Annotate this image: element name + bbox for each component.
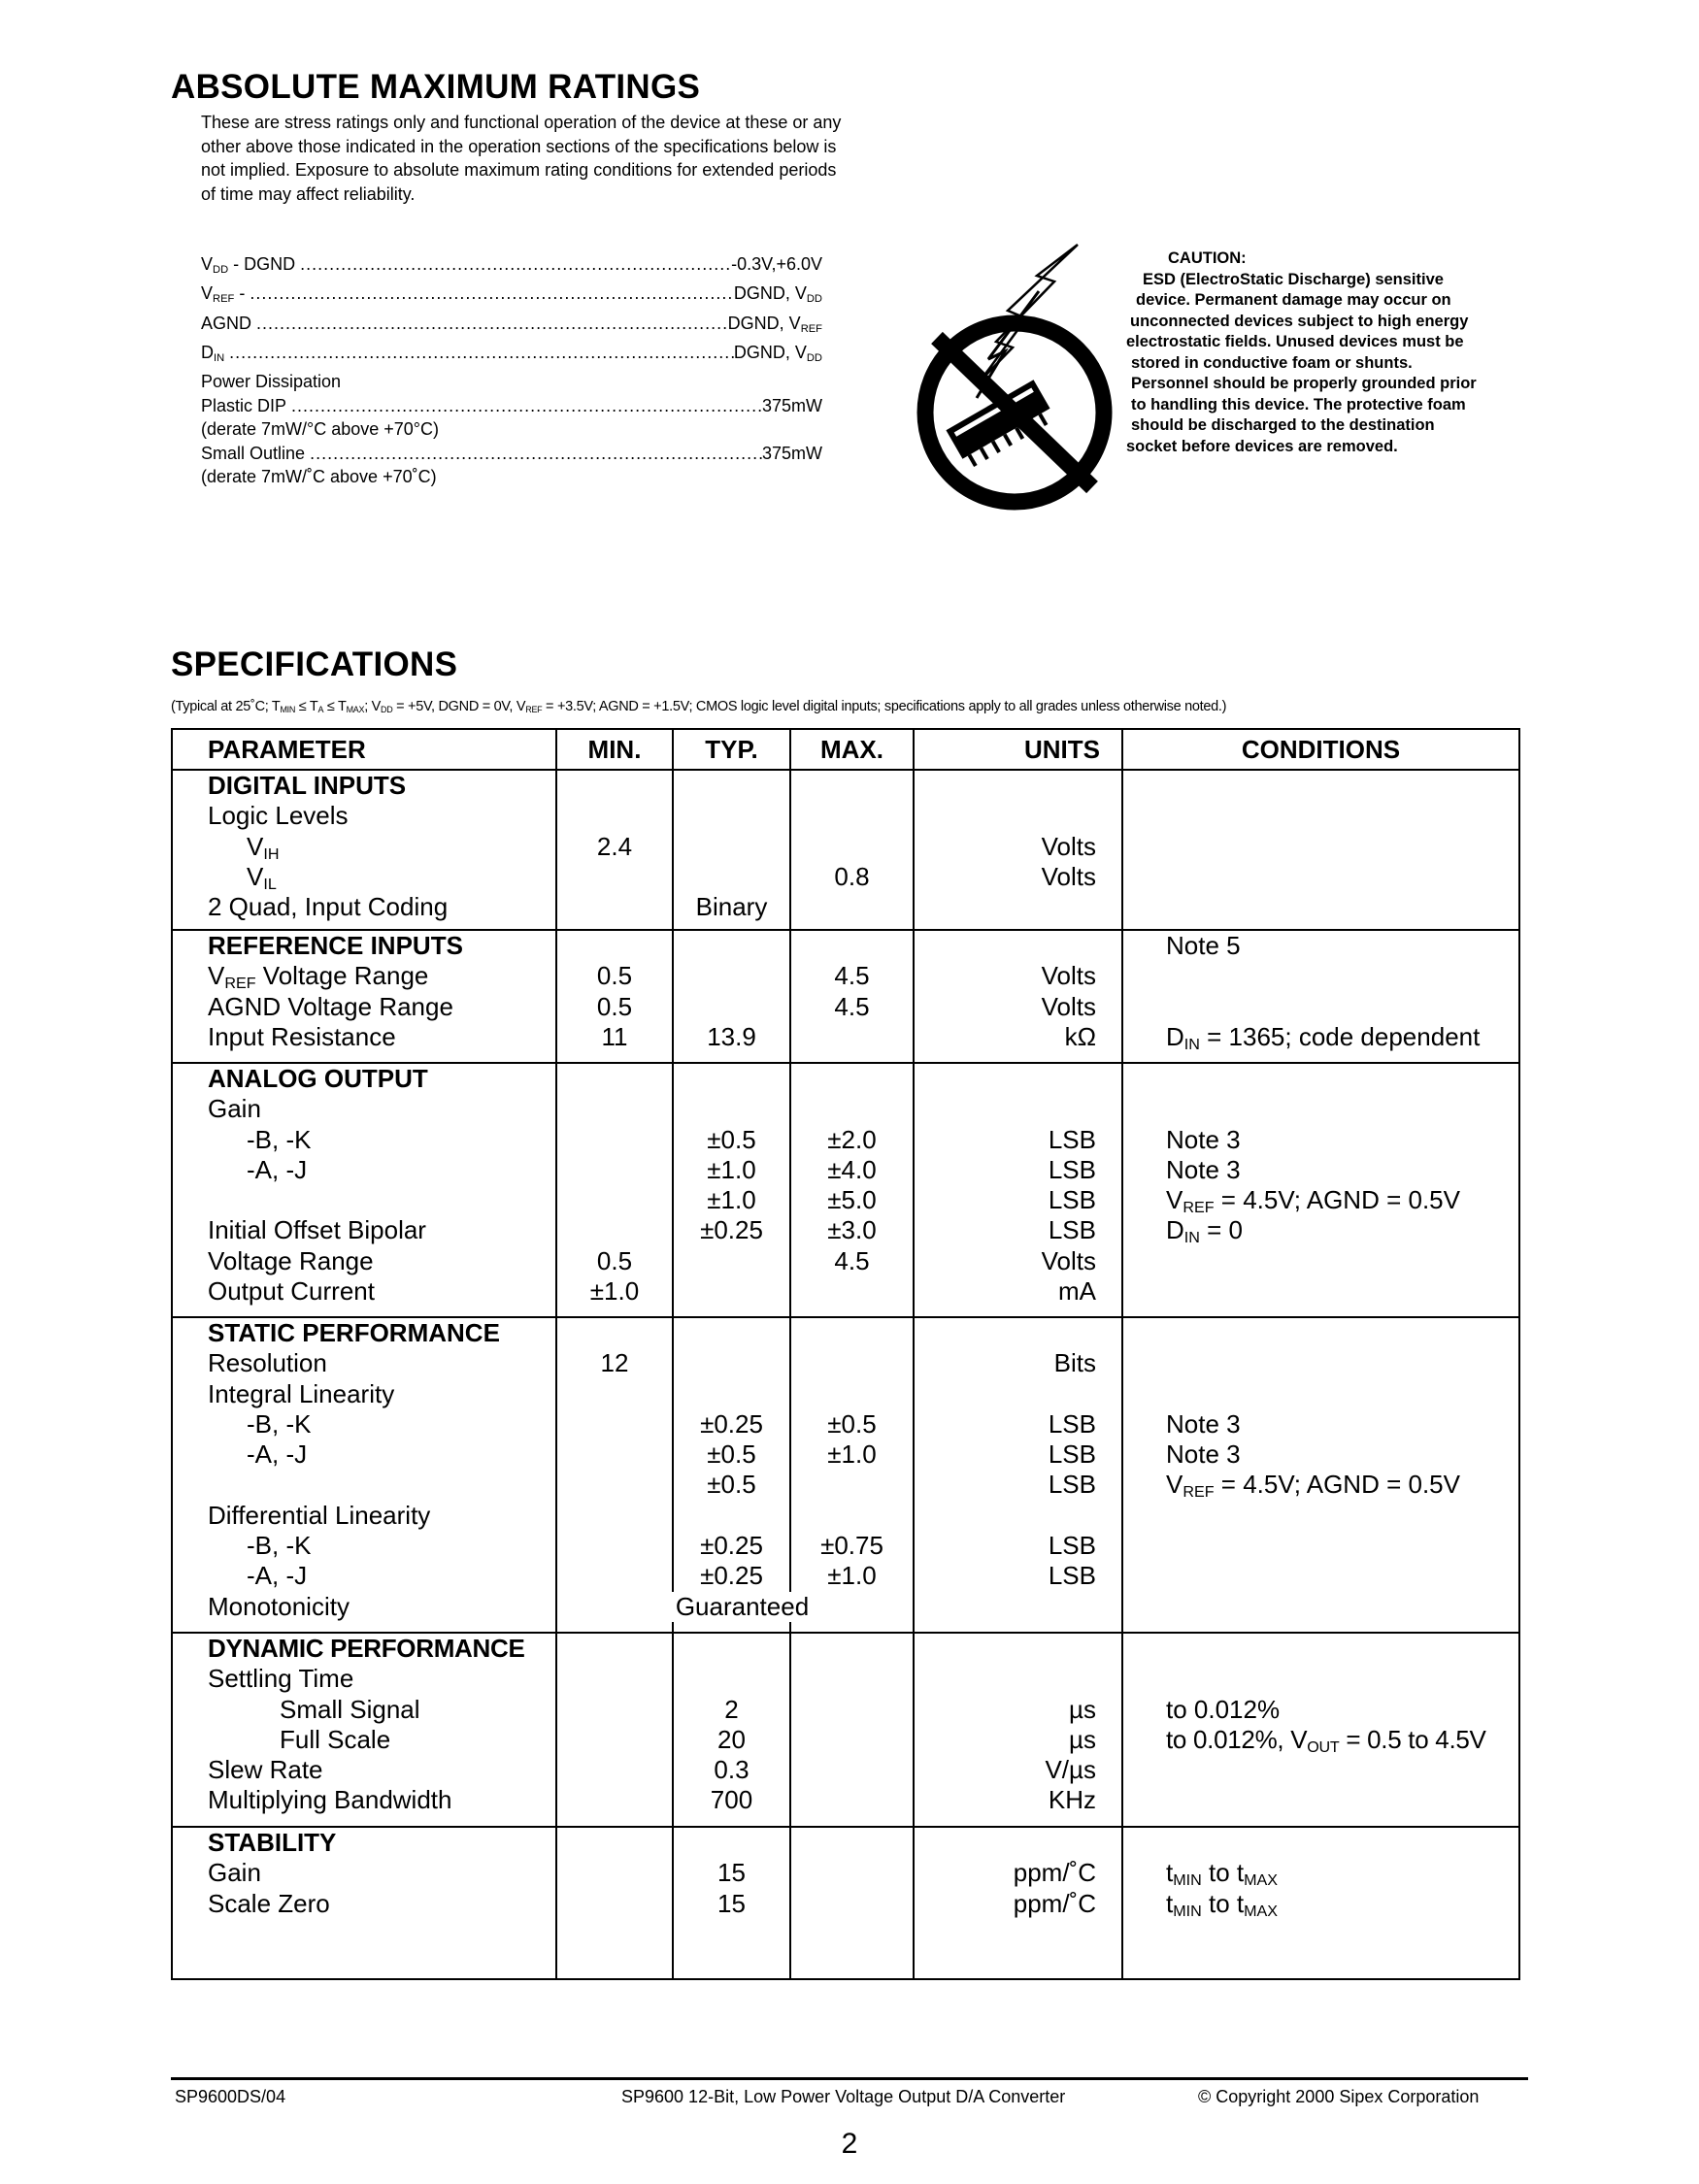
caution-line: Personnel should be properly grounded prior — [1131, 375, 1477, 392]
param-sub: IH — [263, 844, 280, 863]
value-min: 0.5 — [596, 1245, 633, 1275]
condition-sub: MAX — [1244, 1871, 1279, 1890]
value-units: Volts — [1041, 961, 1096, 991]
condition-sub: REF — [1183, 1199, 1215, 1217]
condition: V — [1166, 1185, 1183, 1215]
value-typ: 2 — [724, 1694, 739, 1724]
cond-sub: MIN — [280, 705, 296, 715]
condition-sub: MIN — [1173, 1902, 1202, 1920]
caution-line: stored in conductive foam or shunts. — [1131, 353, 1413, 372]
param-label: Input Resistance — [208, 1021, 396, 1051]
section-stability — [172, 1827, 1519, 1979]
rating-din-value: DGND, V — [733, 342, 807, 362]
header-min: MIN. — [556, 729, 673, 770]
value-max: ±4.0 — [827, 1154, 877, 1184]
ratings-intro: These are stress ratings only and functional operation of the device at these or any other above those indicated in the operation sections of the specifications below is not implied. Exposure to absolute maximum rating conditions for extended periods of time may affect reliability. — [201, 113, 842, 204]
cond-sub: A — [317, 705, 324, 715]
value-max: ±1.0 — [827, 1561, 877, 1591]
footer-doc-id: SP9600DS/04 — [175, 2087, 286, 2106]
section-analog-output — [172, 1063, 1519, 1317]
rating-small-derate: (derate 7mW/˚C above +70˚C) — [201, 467, 437, 487]
footer-copyright: © Copyright 2000 Sipex Corporation — [1198, 2087, 1480, 2106]
value-max: ±1.0 — [827, 1439, 877, 1470]
rating-plastic-derate: (derate 7mW/°C above +70°C) — [201, 419, 439, 440]
header-parameter: PARAMETER — [172, 729, 556, 770]
condition-sub: MAX — [1244, 1902, 1279, 1920]
value-max: 4.5 — [834, 1245, 870, 1275]
value-units: LSB — [1048, 1124, 1096, 1154]
param-label: Monotonicity — [208, 1591, 350, 1621]
param-label: Voltage Range — [208, 1245, 374, 1275]
rating-small-label: Small Outline — [201, 443, 306, 463]
cond-sub: MAX — [346, 705, 365, 715]
condition: Note 3 — [1166, 1124, 1241, 1154]
value-typ: ±0.25 — [700, 1215, 763, 1245]
value-min: 11 — [601, 1021, 628, 1051]
condition: Note 3 — [1166, 1408, 1241, 1439]
param-label: -A, -J — [247, 1154, 308, 1184]
caution-line: electrostatic fields. Unused devices must be — [1126, 333, 1464, 350]
param-label: Output Current — [208, 1276, 375, 1307]
rating-vdd — [201, 252, 822, 281]
condition-sub: MIN — [1173, 1871, 1202, 1890]
param-label: Multiplying Bandwidth — [208, 1785, 452, 1815]
value-max: ±5.0 — [827, 1185, 877, 1215]
condition-sub: OUT — [1307, 1737, 1340, 1756]
cond-part: = +5V, DGND = 0V, V — [392, 699, 526, 714]
condition: = 1365; code dependent — [1199, 1021, 1481, 1051]
rating-vdd-rest: - DGND — [228, 254, 296, 274]
header-conditions: CONDITIONS — [1122, 729, 1519, 770]
value-max: 4.5 — [834, 991, 870, 1021]
value-max: ±3.0 — [827, 1215, 877, 1245]
table-header-row — [172, 729, 1519, 770]
param-label: -B, -K — [247, 1124, 312, 1154]
value-typ: ±0.25 — [700, 1531, 763, 1561]
value-units: µs — [1069, 1724, 1096, 1754]
value-typ: 20 — [717, 1724, 746, 1754]
value-min: 0.5 — [596, 991, 633, 1021]
condition: D — [1166, 1021, 1184, 1051]
value-typ: ±1.0 — [707, 1154, 756, 1184]
value-units: ppm/˚C — [1013, 1858, 1096, 1888]
rating-agnd-label: AGND — [201, 313, 252, 333]
rating-agnd-value-sub: REF — [800, 322, 822, 335]
rating-agnd-value: DGND, V — [727, 313, 801, 333]
param-label: -B, -K — [247, 1408, 312, 1439]
section-title: DYNAMIC PERFORMANCE — [208, 1634, 525, 1663]
param-label: V — [247, 831, 264, 861]
condition: t — [1166, 1888, 1174, 1918]
condition: to 0.012%, V — [1166, 1724, 1308, 1754]
caution-line: unconnected devices subject to high energy — [1130, 312, 1469, 330]
rating-vref-sub: REF — [213, 293, 235, 306]
value-units: LSB — [1048, 1470, 1096, 1500]
condition: = 4.5V; AGND = 0.5V — [1214, 1185, 1460, 1215]
value-max: ±0.5 — [827, 1408, 877, 1439]
value-typ: 0.3 — [714, 1755, 750, 1785]
caution-line: device. Permanent damage may occur on — [1136, 291, 1451, 309]
section-reference-inputs — [172, 930, 1519, 1063]
value-units: Bits — [1053, 1348, 1096, 1378]
rating-small-value: 375mW — [761, 443, 822, 463]
param-label: Voltage Range — [255, 961, 429, 991]
condition-sub: REF — [1183, 1483, 1215, 1502]
value-units: LSB — [1048, 1154, 1096, 1184]
header-max: MAX. — [790, 729, 914, 770]
rating-small — [201, 442, 822, 466]
cond-part: ; V — [364, 699, 382, 714]
rating-plastic-label: Plastic DIP — [201, 395, 287, 415]
section-dynamic-performance — [172, 1633, 1519, 1827]
footer-title: SP9600 12-Bit, Low Power Voltage Output D/A Converter — [621, 2087, 1066, 2106]
param-label: V — [208, 961, 225, 991]
condition: to t — [1201, 1858, 1245, 1888]
param-label: Differential Linearity — [208, 1500, 431, 1530]
value-typ: 13.9 — [707, 1021, 756, 1051]
condition: V — [1166, 1470, 1183, 1500]
condition: D — [1166, 1215, 1184, 1245]
param-label: Slew Rate — [208, 1755, 323, 1785]
condition: to t — [1201, 1888, 1245, 1918]
rating-agnd — [201, 312, 822, 341]
value-typ: ±0.25 — [700, 1408, 763, 1439]
value-min: 12 — [600, 1348, 629, 1378]
value-units: KHz — [1048, 1785, 1096, 1815]
rating-din-value-sub: DD — [806, 351, 822, 364]
value-typ: 15 — [717, 1888, 746, 1918]
caution-line: socket before devices are removed. — [1126, 437, 1398, 455]
rating-vdd-label: V — [201, 254, 214, 274]
ratings-list — [201, 252, 822, 489]
section-title: ANALOG OUTPUT — [208, 1064, 428, 1093]
value-units: LSB — [1048, 1408, 1096, 1439]
value-typ: ±0.5 — [707, 1439, 756, 1470]
value-units: mA — [1058, 1276, 1096, 1307]
condition-sub: IN — [1183, 1035, 1200, 1053]
condition: = 0.5 to 4.5V — [1339, 1724, 1486, 1754]
condition: Note 3 — [1166, 1439, 1241, 1470]
specifications-title: SPECIFICATIONS — [171, 645, 458, 683]
condition: t — [1166, 1858, 1174, 1888]
value-typ: ±1.0 — [707, 1185, 756, 1215]
header-units: UNITS — [914, 729, 1122, 770]
caution-line: ESD (ElectroStatic Discharge) sensitive — [1143, 270, 1444, 288]
value-units: Volts — [1041, 991, 1096, 1021]
rating-vref-label: V — [201, 283, 214, 304]
cond-part: (Typical at 25˚C; T — [171, 699, 281, 714]
cond-sub: DD — [381, 705, 393, 715]
value-units: V/µs — [1045, 1755, 1096, 1785]
param-label: Scale Zero — [208, 1888, 330, 1918]
specifications-table — [171, 728, 1520, 1980]
section-title: STATIC PERFORMANCE — [208, 1318, 500, 1347]
cond-part: = +3.5V; AGND = +1.5V; CMOS logic level digital inputs; specifications apply to all grades unless otherwise noted.) — [542, 699, 1227, 714]
value-min: 2.4 — [596, 831, 633, 861]
value-units: LSB — [1048, 1439, 1096, 1470]
condition-sub: IN — [1183, 1229, 1200, 1247]
value-max: ±2.0 — [827, 1124, 877, 1154]
value-units: Volts — [1041, 831, 1096, 861]
rating-vref-value: DGND, V — [733, 283, 807, 304]
param-sub: REF — [224, 975, 256, 993]
rating-vdd-value: -0.3V,+6.0V — [731, 254, 822, 274]
param-label: AGND Voltage Range — [208, 991, 453, 1021]
value-typ: ±0.5 — [707, 1124, 756, 1154]
caution-line: to handling this device. The protective foam — [1131, 395, 1466, 414]
rating-vref-rest: - — [234, 283, 246, 304]
rating-vref — [201, 281, 822, 311]
value-max: ±0.75 — [820, 1531, 883, 1561]
rating-din-sub: IN — [214, 351, 225, 364]
value-typ: Guaranteed — [666, 1592, 818, 1622]
section-title: STABILITY — [208, 1828, 337, 1857]
param-label: -A, -J — [247, 1439, 308, 1470]
param-label: Settling Time — [208, 1664, 354, 1694]
value-typ: ±0.25 — [700, 1561, 763, 1591]
value-typ: ±0.5 — [707, 1470, 756, 1500]
section-title: DIGITAL INPUTS — [208, 771, 407, 800]
rating-vdd-sub: DD — [213, 263, 229, 276]
page-number: 2 — [841, 2128, 858, 2160]
param-label: Resolution — [208, 1348, 327, 1378]
header-typ: TYP. — [673, 729, 790, 770]
param-label: Gain — [208, 1858, 261, 1888]
param-label: Gain — [208, 1094, 261, 1124]
spec-test-conditions — [171, 699, 1226, 714]
rating-plastic — [201, 394, 822, 418]
condition: Note 5 — [1166, 931, 1241, 960]
cond-part: ≤ T — [323, 699, 347, 714]
value-max: 0.8 — [834, 861, 870, 891]
value-units: LSB — [1048, 1561, 1096, 1591]
value-units: LSB — [1048, 1215, 1096, 1245]
footer-rule — [171, 2077, 1528, 2080]
param-label: 2 Quad, Input Coding — [208, 892, 449, 922]
value-min: 0.5 — [596, 961, 633, 991]
value-units: LSB — [1048, 1185, 1096, 1215]
param-sub: IL — [263, 875, 277, 893]
rating-din — [201, 341, 822, 370]
condition: = 0 — [1199, 1215, 1243, 1245]
section-static-performance — [172, 1317, 1519, 1633]
caution-line: should be discharged to the destination — [1131, 416, 1435, 434]
section-title: REFERENCE INPUTS — [208, 931, 463, 960]
value-units: LSB — [1048, 1531, 1096, 1561]
condition: to 0.012% — [1166, 1694, 1281, 1724]
rating-vref-value-sub: DD — [806, 293, 822, 306]
condition: Note 3 — [1166, 1154, 1241, 1184]
param-label: Integral Linearity — [208, 1378, 395, 1408]
value-units: ppm/˚C — [1013, 1888, 1096, 1918]
cond-sub: REF — [525, 705, 543, 715]
condition: = 4.5V; AGND = 0.5V — [1214, 1470, 1460, 1500]
rating-power: Power Dissipation — [201, 372, 342, 392]
value-typ: 700 — [710, 1785, 753, 1815]
param-label: V — [247, 861, 264, 891]
cond-part: ≤ T — [295, 699, 318, 714]
param-label: -B, -K — [247, 1531, 312, 1561]
param-label: -A, -J — [247, 1561, 308, 1591]
value-typ: 15 — [717, 1858, 746, 1888]
caution-title: CAUTION: — [1168, 249, 1247, 267]
value-typ: Binary — [695, 892, 768, 922]
rating-plastic-value: 375mW — [761, 395, 822, 415]
param-label: Initial Offset Bipolar — [208, 1215, 426, 1245]
rating-din-label: D — [201, 342, 214, 362]
value-units: Volts — [1041, 861, 1096, 891]
value-units: Volts — [1041, 1245, 1096, 1275]
param-label: Small Signal — [280, 1694, 420, 1724]
param-label: Full Scale — [280, 1724, 391, 1754]
param-label: Logic Levels — [208, 801, 349, 831]
value-max: 4.5 — [834, 961, 870, 991]
ratings-title: ABSOLUTE MAXIMUM RATINGS — [171, 68, 701, 106]
esd-caution-text — [1126, 248, 1534, 457]
value-units: µs — [1069, 1694, 1096, 1724]
value-min: ±1.0 — [589, 1276, 640, 1307]
section-digital-inputs — [172, 770, 1519, 930]
value-units: kΩ — [1064, 1021, 1096, 1051]
